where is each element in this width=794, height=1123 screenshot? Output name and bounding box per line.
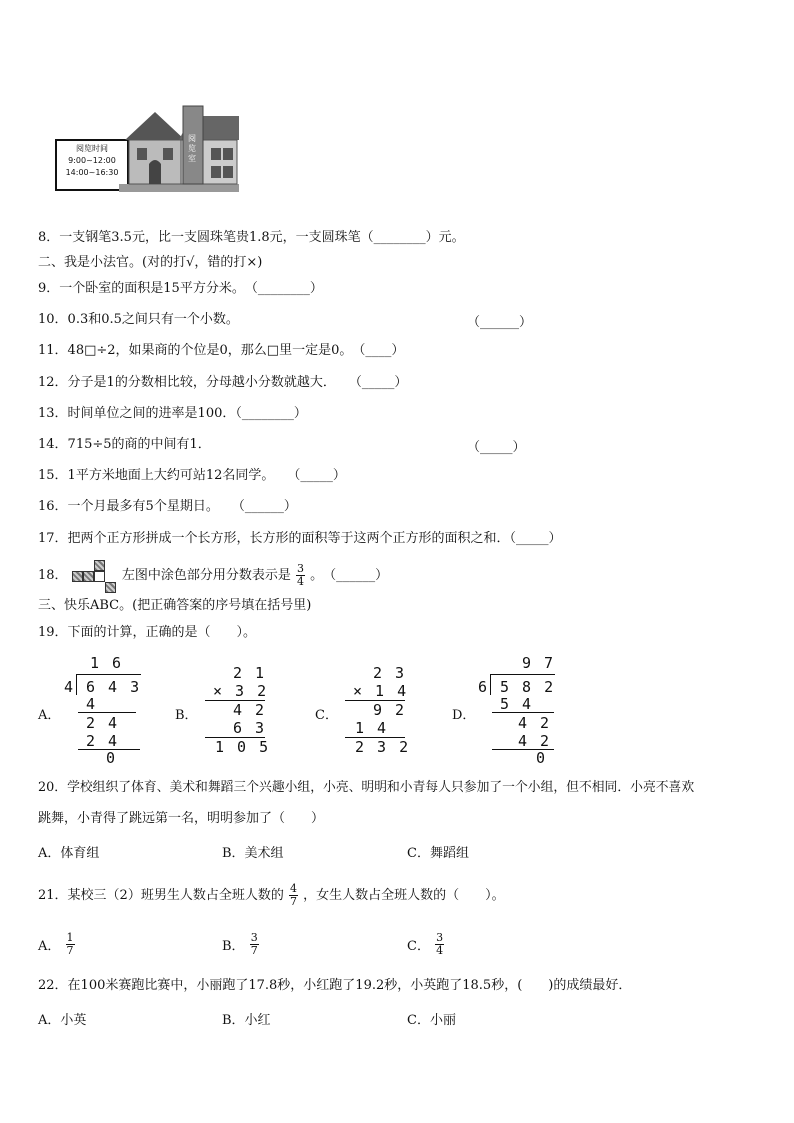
- option-d-label: D．: [452, 708, 476, 723]
- option-b-label: B．: [175, 708, 198, 723]
- fraction-four-sevenths: $\frac{4}{7}$: [289, 882, 297, 908]
- question-10: 10．0.3和0.5之间只有一个小数。: [38, 312, 239, 327]
- product: 1 0 5: [215, 738, 271, 756]
- remainder: 0: [536, 749, 548, 767]
- fraction-three-quarters: $\frac{3}{4}$: [296, 562, 304, 588]
- step: 4: [86, 695, 98, 713]
- dividend: 5 8 2: [500, 678, 556, 696]
- fraction-one-seventh: $\frac{1}{7}$: [66, 931, 74, 957]
- question-20-option-c[interactable]: C．舞蹈组: [407, 846, 469, 861]
- question-19-stem: 19．下面的计算，正确的是（ ）。: [38, 625, 257, 640]
- step: 2 4: [86, 732, 120, 750]
- partial-product: 9 2: [373, 701, 407, 719]
- multiplicand: 2 3: [373, 664, 407, 682]
- shaded-square: [94, 560, 105, 571]
- opening-hours-sign: [55, 139, 129, 191]
- question-21-option-c[interactable]: C． $\frac{3}{4}$: [407, 931, 444, 957]
- rule: [492, 712, 554, 713]
- shaded-square: [72, 571, 83, 582]
- divisor: 6: [478, 678, 490, 696]
- option-a-calculation[interactable]: [38, 652, 148, 767]
- question-21-post: ，女生人数占全班人数的（ ）。: [303, 888, 505, 903]
- option-c-label: C．: [315, 708, 338, 723]
- question-18-number: 18．: [38, 568, 68, 583]
- step: 4 2: [518, 732, 552, 750]
- question-21-pre: 21．某校三（2）班男生人数占全班人数的: [38, 888, 284, 903]
- question-18-text: 左图中涂色部分用分数表示是: [121, 568, 291, 583]
- question-20-line-1: 20．学校组织了体育、美术和舞蹈三个兴趣小组，小亮、明明和小青每人只参加了一个小组，但不相同．小亮不喜欢: [38, 780, 695, 795]
- option-b-calculation[interactable]: [175, 664, 275, 760]
- remainder: 0: [106, 749, 118, 767]
- question-21: [38, 881, 505, 911]
- shaded-square: [83, 571, 94, 582]
- question-20-option-b[interactable]: B．美术组: [222, 846, 284, 861]
- question-16: 16．一个月最多有5个星期日。 （______）: [38, 499, 297, 514]
- question-13: 13．时间单位之间的进率是100．（________）: [38, 406, 307, 421]
- question-20-option-a[interactable]: A．体育组: [38, 846, 100, 861]
- step: 4 2: [518, 714, 552, 732]
- section-2-heading: 二、我是小法官。(对的打√，错的打×): [38, 255, 263, 270]
- partial-product: 6 3: [233, 719, 267, 737]
- dividend: 6 4 3: [86, 678, 142, 696]
- sign-title: 阅览时间: [76, 144, 108, 153]
- rule: [78, 712, 136, 713]
- shaded-square: [105, 582, 116, 593]
- multiplier: × 1 4: [353, 682, 409, 700]
- question-9: 9．一个卧室的面积是15平方分米。 （________）: [38, 281, 323, 296]
- question-14-answer-blank[interactable]: （_____）: [467, 440, 526, 455]
- partial-product: 4 2: [233, 701, 267, 719]
- question-18: [38, 563, 388, 588]
- quotient: 1 6: [90, 654, 124, 672]
- fraction-three-quarters: $\frac{3}{4}$: [436, 931, 444, 957]
- question-17: 17．把两个正方形拼成一个长方形，长方形的面积等于这两个正方形的面积之和．（_____）: [38, 531, 562, 546]
- question-22: 22．在100米赛跑比赛中，小丽跑了17.8秒，小红跑了19.2秒，小英跑了18.5秒，( )的成绩最好．: [38, 978, 632, 993]
- squares-figure: [72, 565, 118, 587]
- step: 5 4: [500, 695, 534, 713]
- divisor: 4: [64, 678, 76, 696]
- sign-time-afternoon: 14:00~16:30: [65, 168, 119, 177]
- question-15: 15．1平方米地面上大约可站12名同学。 （_____）: [38, 468, 346, 483]
- option-c-calculation[interactable]: [315, 664, 415, 760]
- building-label: 阅览室: [188, 134, 196, 163]
- sign-time-morning: 9:00~12:00: [68, 156, 116, 165]
- question-14: 14．715÷5的商的中间有1．: [38, 437, 211, 452]
- product: 2 3 2: [355, 738, 411, 756]
- question-22-option-b[interactable]: B．小红: [222, 1013, 271, 1028]
- quotient: 9 7: [522, 654, 556, 672]
- multiplier: × 3 2: [213, 682, 269, 700]
- question-21-option-a[interactable]: A． $\frac{1}{7}$: [38, 931, 74, 957]
- question-22-option-a[interactable]: A．小英: [38, 1013, 87, 1028]
- multiplicand: 2 1: [233, 664, 267, 682]
- question-11: 11．48□÷2，如果商的个位是0，那么□里一定是0。 （____）: [38, 343, 405, 358]
- question-22-option-c[interactable]: C．小丽: [407, 1013, 456, 1028]
- library-illustration: [55, 104, 240, 196]
- plain-square: [94, 571, 105, 582]
- question-21-option-b[interactable]: B． $\frac{3}{7}$: [222, 931, 258, 957]
- question-8: 8．一支钢笔3.5元，比一支圆珠笔贵1.8元，一支圆珠笔（________）元。: [38, 230, 465, 245]
- question-12: 12．分子是1的分数相比较，分母越小分数就越大． （_____）: [38, 375, 408, 390]
- section-3-heading: 三、快乐ABC。(把正确答案的序号填在括号里): [38, 598, 312, 613]
- library-building-icon: [119, 104, 239, 196]
- partial-product: 1 4: [355, 719, 389, 737]
- question-18-blank: 。 （______）: [310, 568, 389, 583]
- option-a-label: A．: [38, 708, 61, 723]
- question-10-answer-blank[interactable]: （______）: [467, 315, 533, 330]
- fraction-three-sevenths: $\frac{3}{7}$: [250, 931, 258, 957]
- step: 2 4: [86, 714, 120, 732]
- question-20-line-2: 跳舞，小青得了跳远第一名，明明参加了（ ）: [38, 811, 325, 826]
- option-d-calculation[interactable]: [452, 652, 562, 767]
